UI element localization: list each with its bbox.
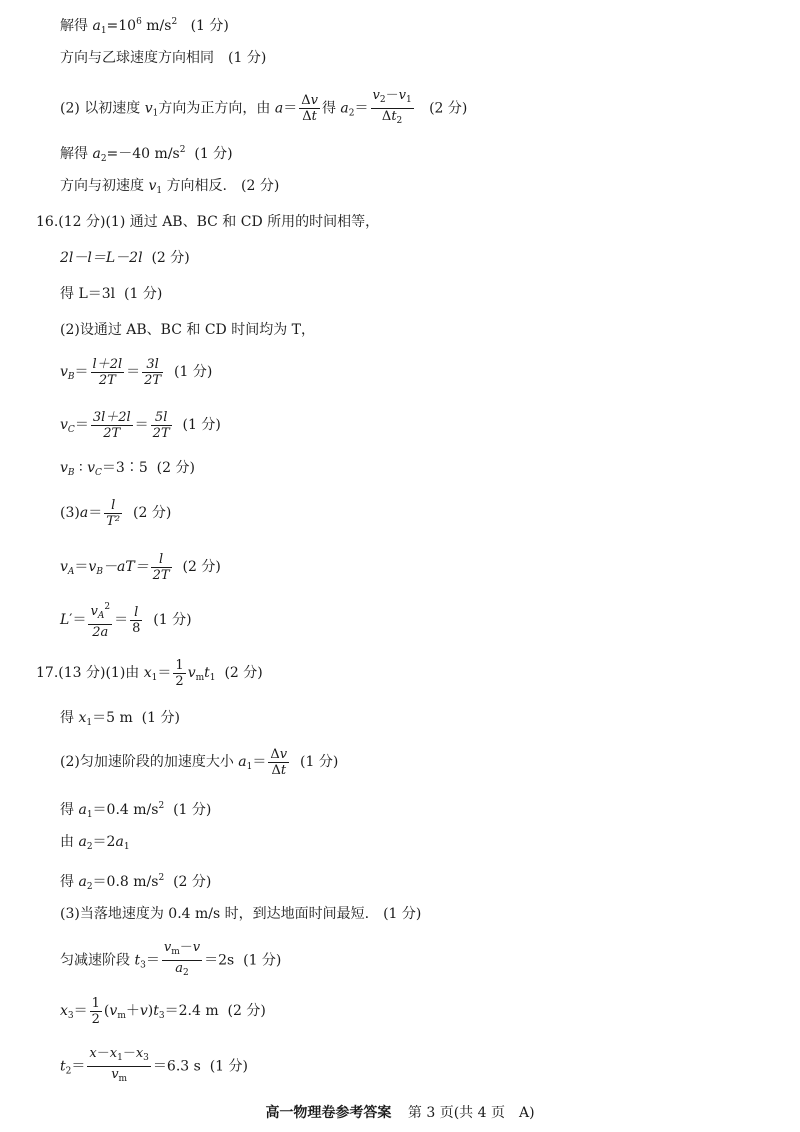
question-17-heading: 17.(13 分)(1)由 $x_1=$ $\frac{1}{2}$ $v_mt_1$ (2 分) (36, 657, 263, 689)
answer-line: 得 $x_1=5$ m (1 分) (60, 710, 180, 728)
answer-line: $v_A=v_B-aT=$ $\frac{l}{2T}$ (2 分) (60, 551, 221, 583)
answer-line: (3)a＝ $\frac{l}{\text{T²}}$ (2 分) (60, 497, 172, 529)
footer-title: 高一物理卷参考答案 (265, 1105, 392, 1121)
answer-line: 解得 $a_2=-40$ $m/s^2$ (1 分) (60, 145, 233, 164)
page-footer (0, 1102, 800, 1122)
answer-line: 2l－l＝L－2l (2 分) (60, 250, 190, 266)
answer-line: 解得 $a_1=10^6$ $m/s^2$ (1 分) (60, 17, 229, 36)
answer-line: (2) 以初速度 $v_1$方向为正方向，由 a＝ $\frac{\Delta v}{\Delta t}$ 得 $a_2=$ $\frac{v_2-v_1}{\Delta t_2}$ (2 分) (60, 88, 468, 126)
answer-line: $v_C=$ $\frac{3l+2l}{2T}$ ＝ $\frac{5l}{2T}$ (1 分) (60, 409, 221, 441)
answer-line: 得 $a_1=0.4$ $m/s^2$ (1 分) (60, 801, 212, 820)
answer-line: 由 $a_2=2a_1$ (60, 834, 130, 852)
answer-line: (2)设通过 AB、BC 和 CD 时间均为 T， (60, 322, 316, 338)
answer-line: 匀减速阶段 $t_3=$ $\frac{v_m-v}{a_2}$ ＝2s (1 分) (60, 940, 282, 978)
answer-line: 得 L＝3l (1 分) (60, 286, 163, 302)
answer-line: 方向与乙球速度方向相同 (1 分) (60, 50, 267, 66)
answer-line: 得 $a_2=0.8$ $m/s^2$ (2 分) (60, 873, 212, 892)
answer-line: $t_2=$ $\frac{x-x_1-x_3}{v_m}$ ＝6.3 s (1 分) (60, 1046, 248, 1084)
answer-line: 方向与初速度 $v_1$ 方向相反. (2 分) (60, 178, 280, 196)
answer-line: (3)当落地速度为 0.4 m/s 时，到达地面时间最短. (1 分) (60, 906, 422, 922)
page-number: 第 3 页(共 4 页 A) (407, 1105, 535, 1121)
answer-line: (2)匀加速阶段的加速度大小 $a_1=$ $\frac{\Delta v}{\Delta t}$ (1 分) (60, 746, 339, 778)
answer-line: $v_B=$ $\frac{l+2l}{2T}$ ＝ $\frac{3l}{2T}$ (1 分) (60, 356, 213, 388)
answer-line: $v_B$ ∶ $v_C=3∶5$ (2 分) (60, 460, 195, 478)
answer-line: $x_3=$ $\frac{1}{2}$ $(v_m+v)t_3=2.4$ m (2 分) (60, 995, 266, 1027)
question-16-heading: 16.(12 分)(1) 通过 AB、BC 和 CD 所用的时间相等， (36, 214, 380, 230)
answer-line: L′＝ $\frac{v_A^2}{2a}$ ＝ $\frac{l}{8}$ (1 分) (60, 602, 192, 640)
